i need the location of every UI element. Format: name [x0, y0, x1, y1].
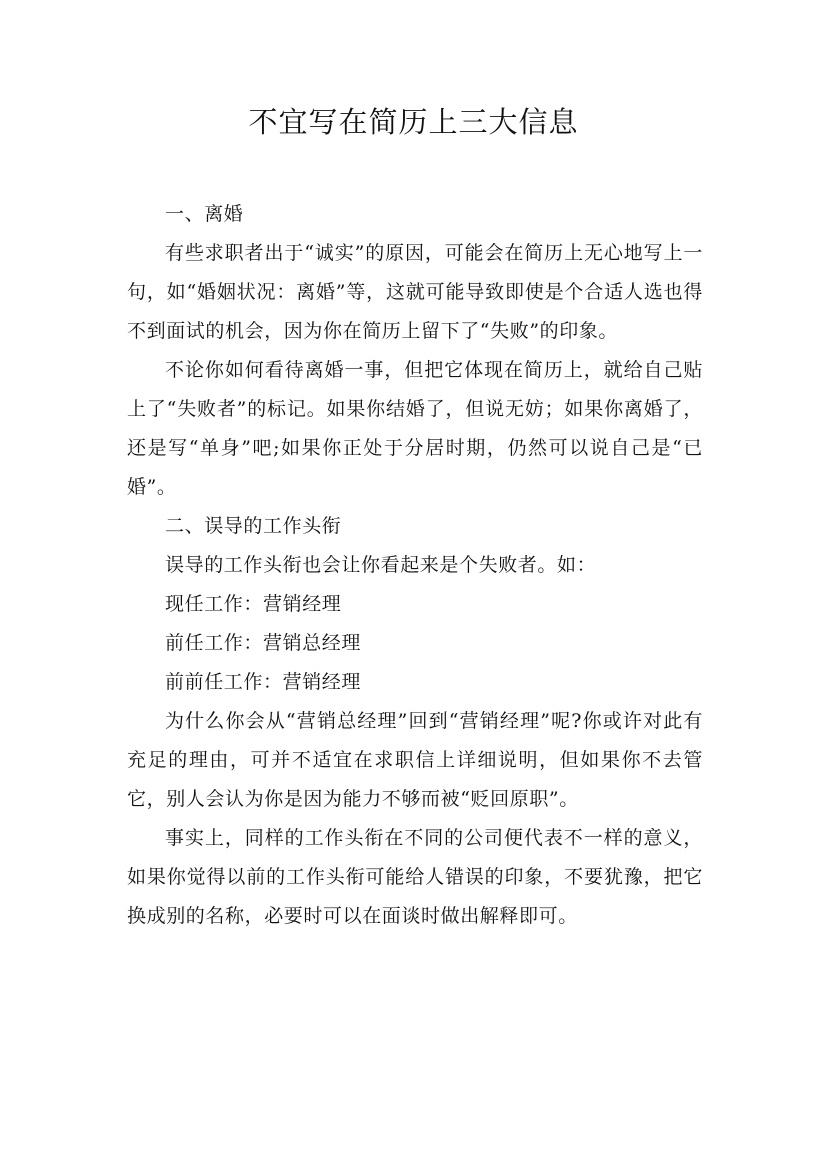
paragraph: 事实上，同样的工作头衔在不同的公司便代表不一样的意义，如果你觉得以前的工作头衔可能给人错误的印象，不要犹豫，把它换成别的名称，必要时可以在面谈时做出解释即可。 — [127, 827, 703, 927]
example-line-current-job: 现任工作：营销经理 — [165, 593, 342, 615]
document-body — [127, 195, 703, 936]
paragraph: 不论你如何看待离婚一事，但把它体现在简历上，就给自己贴上了“失败者”的标记。如果你结婚了，但说无妨；如果你离婚了，还是写“单身”吧;如果你正处于分居时期，仍然可以说自己是“已婚”。 — [127, 359, 703, 498]
section-heading-divorce: 一、离婚 — [165, 203, 244, 225]
paragraph: 误导的工作头衔也会让你看起来是个失败者。如： — [165, 554, 597, 576]
paragraph: 有些求职者出于“诚实”的原因，可能会在简历上无心地写上一句，如“婚姻状况：离婚”等，这就可能导致即使是个合适人选也得不到面试的机会，因为你在简历上留下了“失败”的印象。 — [127, 242, 703, 342]
document-title: 不宜写在简历上三大信息 — [248, 105, 579, 139]
example-line-previous-job: 前任工作：营销总经理 — [165, 632, 362, 654]
section-heading-misleading-titles: 二、误导的工作头衔 — [165, 515, 342, 537]
paragraph: 为什么你会从“营销总经理”回到“营销经理”呢?你或许对此有充足的理由，可并不适宜在求职信上详细说明，但如果你不去管它，别人会认为你是因为能力不够而被“贬回原职”。 — [127, 710, 703, 810]
example-line-earlier-job: 前前任工作：营销经理 — [165, 671, 362, 693]
